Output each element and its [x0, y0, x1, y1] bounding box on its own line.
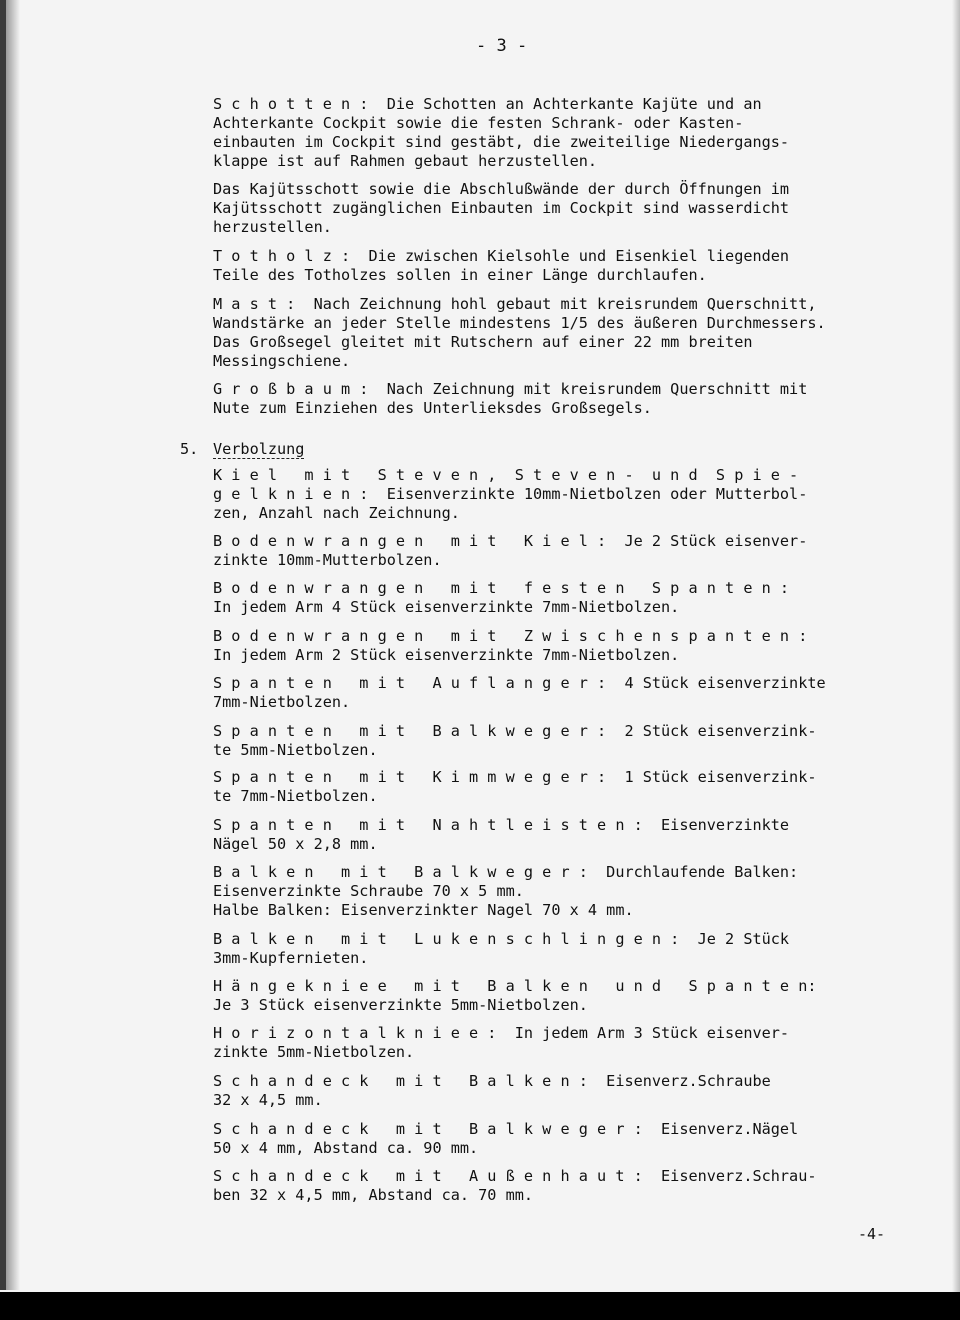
text-line: S p a n t e n m i t N a h t l e i s t e n : Eisenverzinkte	[213, 816, 790, 834]
text-line: Wandstärke an jeder Stelle mindestens 1/5 des äußeren Durchmessers.	[213, 314, 826, 332]
text-line: klappe ist auf Rahmen gebaut herzustellen.	[213, 152, 598, 170]
text-line: 32 x 4,5 mm.	[213, 1091, 323, 1109]
text-line: In jedem Arm 4 Stück eisenverzinkte 7mm-Nietbolzen.	[213, 598, 680, 616]
text-line: In jedem Arm 2 Stück eisenverzinkte 7mm-Nietbolzen.	[213, 646, 680, 664]
text-line: zinkte 5mm-Nietbolzen.	[213, 1043, 415, 1061]
text-line: Das Großsegel gleitet mit Rutschern auf einer 22 mm breiten	[213, 333, 753, 351]
text-line: S p a n t e n m i t B a l k w e g e r : 2 Stück eisenverzink-	[213, 722, 817, 740]
page-number: - 3 -	[476, 36, 528, 56]
text-line: zinkte 10mm-Mutterbolzen.	[213, 551, 442, 569]
text-line: Achterkante Cockpit sowie die festen Schrank- oder Kasten-	[213, 114, 744, 132]
text-line: te 5mm-Nietbolzen.	[213, 741, 378, 759]
text-line: S c h a n d e c k m i t A u ß e n h a u t : Eisenverz.Schrau-	[213, 1167, 817, 1185]
text-line: Messingschiene.	[213, 352, 351, 370]
page-binding-shadow	[6, 0, 20, 1290]
scan-bottom-border	[0, 1292, 960, 1320]
section-title: Verbolzung	[213, 440, 305, 458]
text-line: S p a n t e n m i t A u f l a n g e r : 4 Stück eisenverzinkte	[213, 674, 826, 692]
text-line: B a l k e n m i t B a l k w e g e r : Durchlaufende Balken:	[213, 863, 799, 881]
text-line: B o d e n w r a n g e n m i t f e s t e n S p a n t e n :	[213, 579, 790, 597]
text-line: Je 3 Stück eisenverzinkte 5mm-Nietbolzen.	[213, 996, 588, 1014]
text-line: Teile des Totholzes sollen in einer Länge durchlaufen.	[213, 266, 707, 284]
text-line: S c h a n d e c k m i t B a l k e n : Eisenverz.Schraube	[213, 1072, 771, 1090]
text-line: G r o ß b a u m : Nach Zeichnung mit kreisrundem Querschnitt mit	[213, 380, 808, 398]
text-line: 3mm-Kupfernieten.	[213, 949, 369, 967]
text-line: Das Kajütsschott sowie die Abschlußwände der durch Öffnungen im	[213, 180, 790, 198]
text-line: B a l k e n m i t L u k e n s c h l i n g e n : Je 2 Stück	[213, 930, 790, 948]
text-line: Kajütsschott zugänglichen Einbauten im Cockpit sind wasserdicht	[213, 199, 790, 217]
section-number: 5.	[180, 440, 199, 458]
text-line: Nägel 50 x 2,8 mm.	[213, 835, 378, 853]
page-right-shadow	[952, 0, 960, 1292]
text-line: H ä n g e k n i e e m i t B a l k e n u n d S p a n t e n:	[213, 977, 817, 995]
text-line: herzustellen.	[213, 218, 332, 236]
text-line: S p a n t e n m i t K i m m w e g e r : 1 Stück eisenverzink-	[213, 768, 817, 786]
text-line: te 7mm-Nietbolzen.	[213, 787, 378, 805]
text-line: T o t h o l z : Die zwischen Kielsohle und Eisenkiel liegenden	[213, 247, 790, 265]
text-line: Nute zum Einziehen des Unterlieksdes Großsegels.	[213, 399, 652, 417]
text-line: Halbe Balken: Eisenverzinkter Nagel 70 x 4 mm.	[213, 901, 634, 919]
text-line: S c h a n d e c k m i t B a l k w e g e r : Eisenverz.Nägel	[213, 1120, 799, 1138]
text-line: ben 32 x 4,5 mm, Abstand ca. 70 mm.	[213, 1186, 534, 1204]
text-line: M a s t : Nach Zeichnung hohl gebaut mit kreisrundem Querschnitt,	[213, 295, 817, 313]
text-line: einbauten im Cockpit sind gestäbt, die zweiteilige Niedergangs-	[213, 133, 790, 151]
text-line: 7mm-Nietbolzen.	[213, 693, 351, 711]
text-line: Eisenverzinkte Schraube 70 x 5 mm.	[213, 882, 524, 900]
text-line: g e l k n i e n : Eisenverzinkte 10mm-Nietbolzen oder Mutterbol-	[213, 485, 808, 503]
next-page-marker: -4-	[858, 1225, 886, 1243]
text-line: 50 x 4 mm, Abstand ca. 90 mm.	[213, 1139, 479, 1157]
text-line: H o r i z o n t a l k n i e e : In jedem Arm 3 Stück eisenver-	[213, 1024, 790, 1042]
text-line: B o d e n w r a n g e n m i t K i e l : Je 2 Stück eisenver-	[213, 532, 808, 550]
text-line: B o d e n w r a n g e n m i t Z w i s c h e n s p a n t e n :	[213, 627, 808, 645]
text-line: K i e l m i t S t e v e n , S t e v e n - u n d S p i e -	[213, 466, 799, 484]
text-line: S c h o t t e n : Die Schotten an Achterkante Kajüte und an	[213, 95, 762, 113]
text-line: zen, Anzahl nach Zeichnung.	[213, 504, 460, 522]
